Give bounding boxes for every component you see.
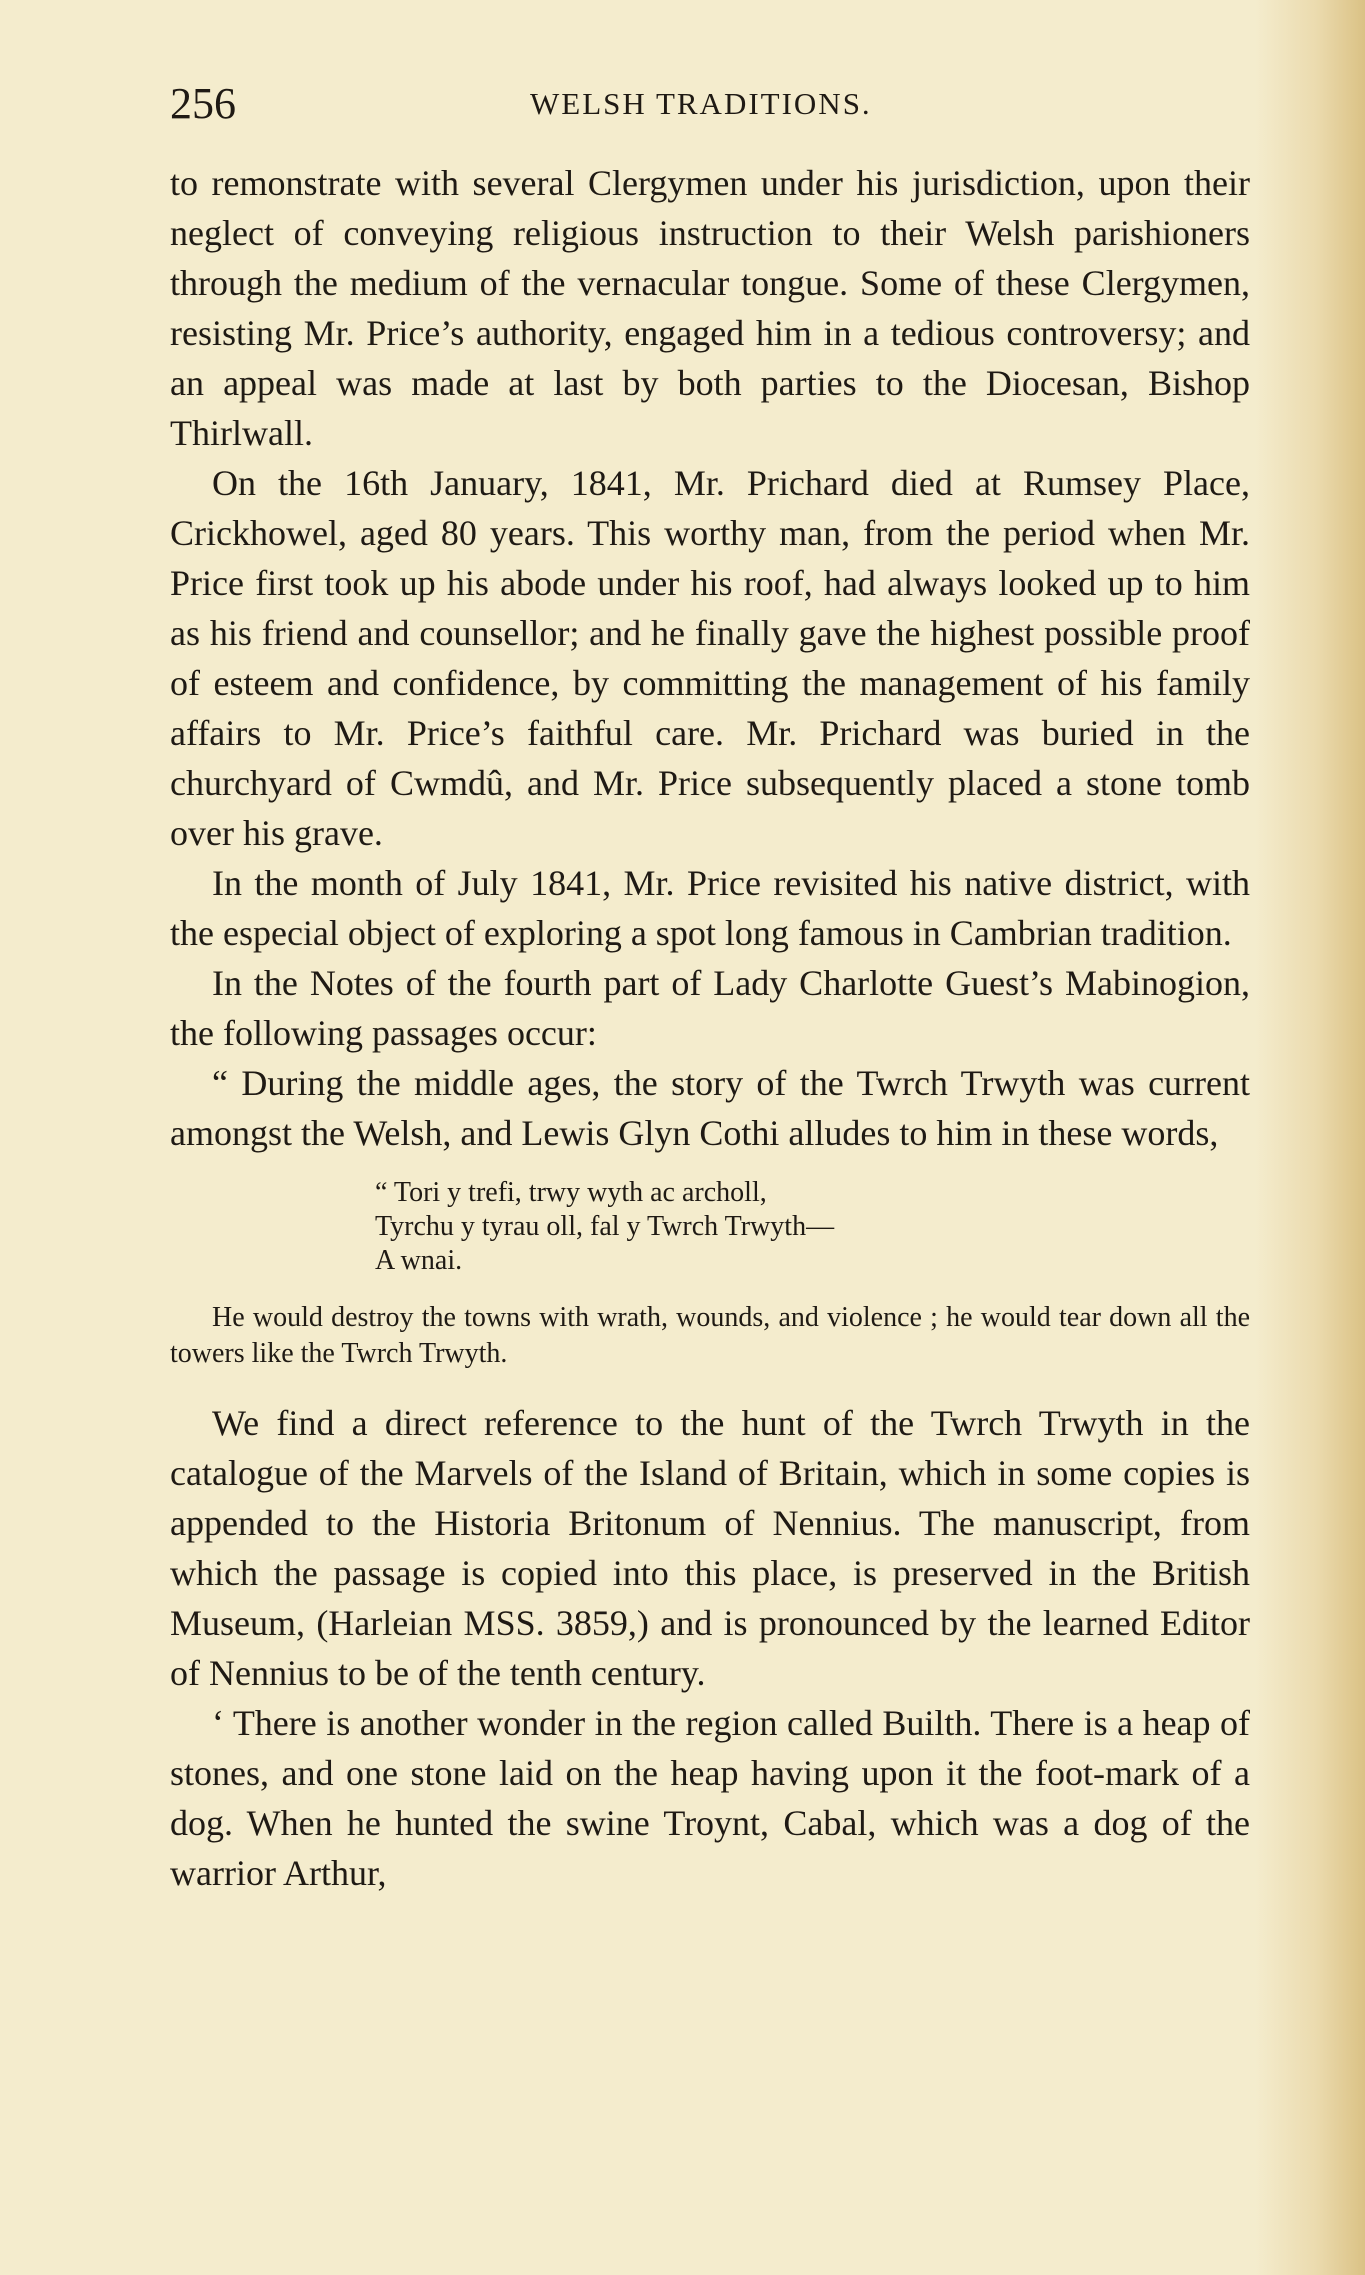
welsh-verse [375, 1176, 1250, 1278]
paragraph-july-1841: In the month of July 1841, Mr. Price revisited his native district, with the especial object of exploring a spot long famous in Cambrian tradition. [170, 863, 1250, 953]
page-number: 256 [170, 79, 236, 128]
paragraph-prichard-death: On the 16th January, 1841, Mr. Prichard died at Rumsey Place, Crickhowel, aged 80 years. This worthy man, from the period when Mr. Price first took up his abode under his roof, had always looked up to him as his friend and counsellor; and he finally gave the highest possible proof of esteem and confidence, by committing the management of his family affairs to Mr. Price’s faithful care. Mr. Prichard was buried in the churchyard of Cwmdû, and Mr. Price subsequently placed a stone tomb over his grave. [170, 463, 1250, 853]
page-header [170, 78, 1250, 138]
verse-line: Tyrchu y tyrau oll, fal y Twrch Trwyth— [375, 1211, 835, 1242]
verse-translation: He would destroy the towns with wrath, wounds, and violence ; he would tear down all the towers like the Twrch Trwyth. [170, 1302, 1250, 1369]
paragraph-mabinogion-notes: In the Notes of the fourth part of Lady Charlotte Guest’s Mabinogion, the following passages occur: [170, 963, 1250, 1053]
page-edge-shadow [1255, 0, 1365, 2275]
paragraph-quotation-intro: “ During the middle ages, the story of the Twrch Trwyth was current amongst the Welsh, and Lewis Glyn Cothi alludes to him in these words, [170, 1063, 1250, 1153]
running-head: WELSH TRADITIONS. [530, 86, 872, 121]
verse-line: “ Tori y trefi, trwy wyth ac archoll, [375, 1177, 767, 1208]
paragraph-nennius-reference: We find a direct reference to the hunt of the Twrch Trwyth in the catalogue of the Marvels of the Island of Britain, which in some copies is appended to the Historia Britonum of Nennius. The manuscript, from which the passage is copied into this place, is preserved in the British Museum, (Harleian MSS. 3859,) and is pronounced by the learned Editor of Nennius to be of the tenth century. [170, 1403, 1250, 1693]
paragraph-builth-wonder: ‘ There is another wonder in the region called Builth. There is a heap of stones, and one stone laid on the heap having upon it the foot-mark of a dog. When he hunted the swine Troynt, Cabal, which was a dog of the warrior Arthur, [170, 1703, 1250, 1893]
body-text [170, 158, 1250, 1898]
paragraph-continued: to remonstrate with several Clergymen under his jurisdiction, upon their neglect of conveying religious instruction to their Welsh parishioners through the medium of the vernacular tongue. Some of these Clergymen, resisting Mr. Price’s authority, engaged him in a tedious controversy; and an appeal was made at last by both parties to the Diocesan, Bishop Thirlwall. [170, 163, 1250, 453]
verse-line: A wnai. [375, 1245, 463, 1276]
